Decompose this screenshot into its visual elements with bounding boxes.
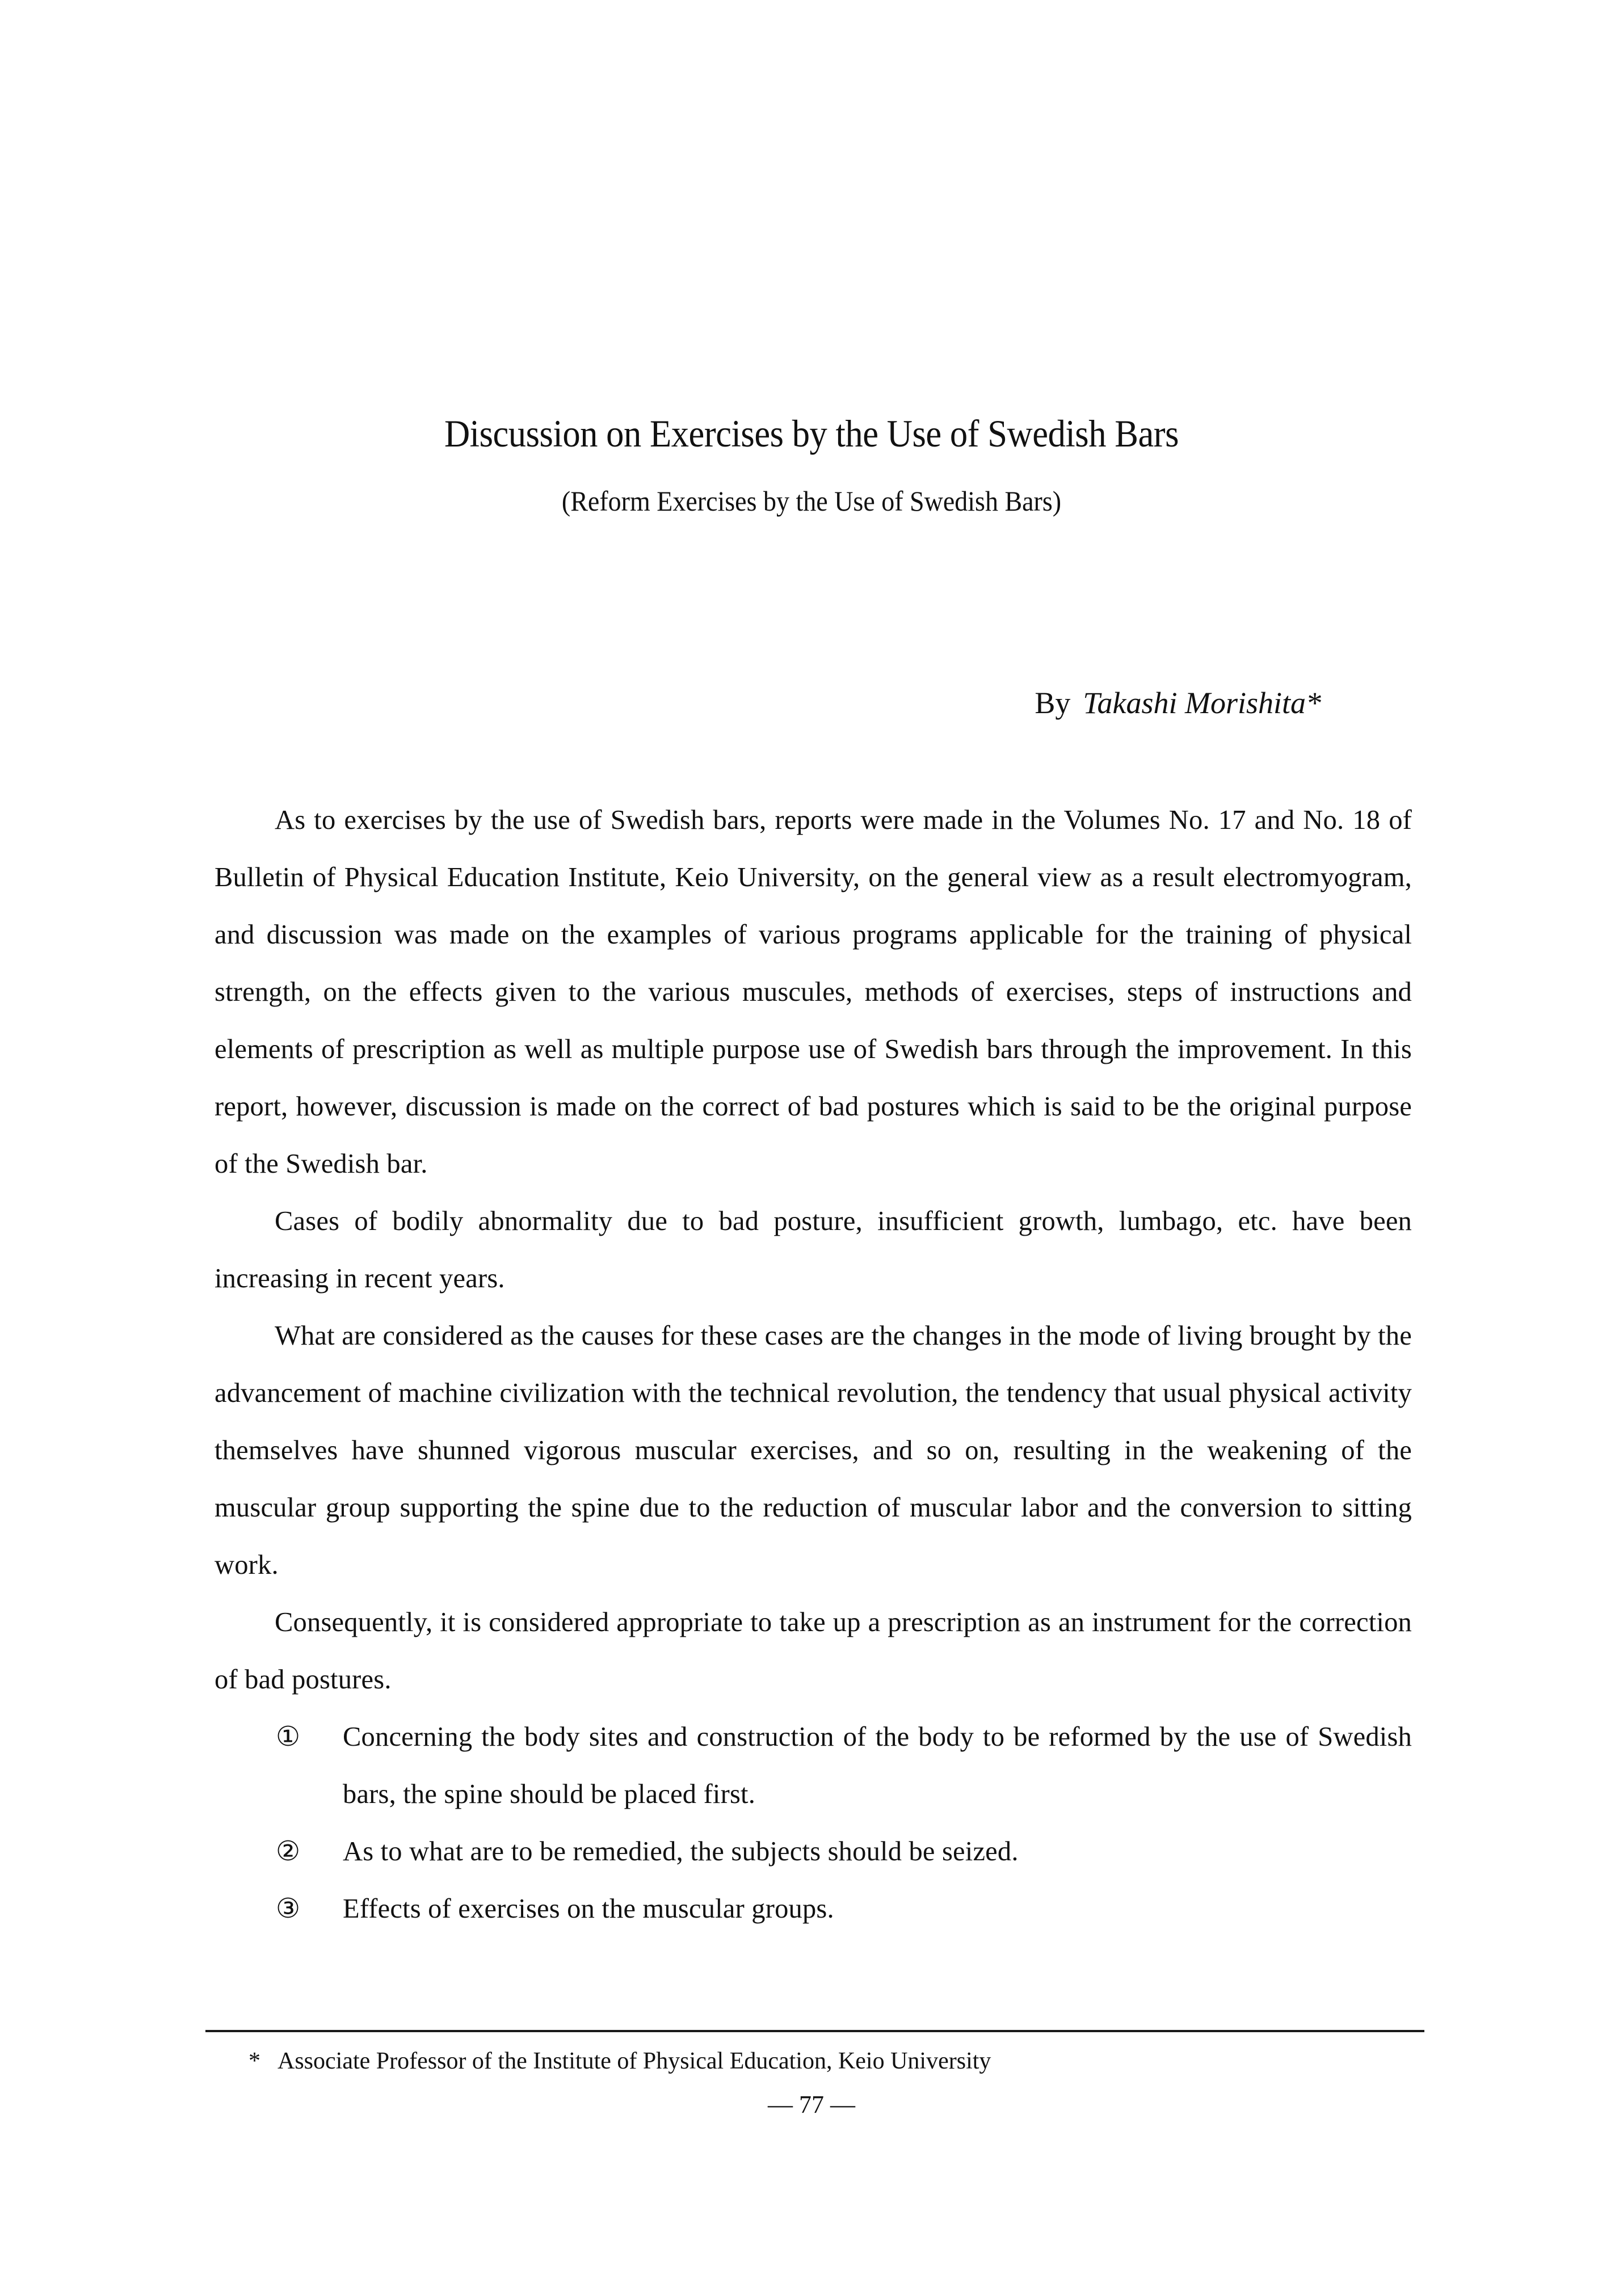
circled-number-marker: ① bbox=[276, 1722, 301, 1752]
list-item bbox=[215, 1823, 1412, 1880]
byline-prefix: By bbox=[1035, 686, 1071, 720]
author-name: Takashi Morishita* bbox=[1083, 686, 1321, 720]
list-item-text: Effects of exercises on the muscular groups. bbox=[343, 1894, 834, 1924]
paragraph: Consequently, it is considered appropriate to take up a prescription as an instrument for the correction of bad postures. bbox=[215, 1607, 1412, 1695]
paragraph: Cases of bodily abnormality due to bad posture, insufficient growth, lumbago, etc. have been increasing in recent years. bbox=[215, 1206, 1412, 1294]
paragraph: What are considered as the causes for these cases are the changes in the mode of living brought by the advancement of machine civilization with the technical revolution, the tendency that usual physical activity themselves have shunned vigorous muscular exercises, and so on, resulting in the weakening of the muscular group supporting the spine due to the reduction of muscular labor and the conversion to sitting work. bbox=[215, 1321, 1412, 1580]
footnote-divider bbox=[205, 2030, 1424, 2032]
footnote-symbol: * bbox=[249, 2048, 260, 2074]
footnote bbox=[249, 2049, 991, 2073]
paper-subtitle: (Reform Exercises by the Use of Swedish Bars) bbox=[561, 485, 1062, 517]
body-text bbox=[215, 791, 1412, 1937]
list-item-text: As to what are to be remedied, the subjects should be seized. bbox=[343, 1836, 1019, 1867]
list-item bbox=[215, 1880, 1412, 1937]
paragraph: As to exercises by the use of Swedish bars, reports were made in the Volumes No. 17 and No. 18 of Bulletin of Physical Education Institute, Keio University, on the general view as a result electromyogram, and discussion was made on the examples of various programs applicable for the training of physical strength, on the effects given to the various muscules, methods of exercises, steps of instructions and elements of prescription as well as multiple purpose use of Swedish bars through the improvement. In this report, however, discussion is made on the correct of bad postures which is said to be the original purpose of the Swedish bar. bbox=[215, 805, 1412, 1179]
byline bbox=[1035, 688, 1321, 718]
list-item-text: Concerning the body sites and construction of the body to be reformed by the use of Swedish bars, the spine should be placed first. bbox=[343, 1722, 1412, 1809]
list-item bbox=[215, 1708, 1412, 1823]
paper-title: Discussion on Exercises by the Use of Swedish Bars bbox=[444, 412, 1179, 455]
page-number: — 77 — bbox=[768, 2091, 855, 2118]
circled-number-marker: ② bbox=[276, 1836, 301, 1867]
numbered-list bbox=[215, 1708, 1412, 1937]
circled-number-marker: ③ bbox=[276, 1894, 301, 1924]
footnote-text: Associate Professor of the Institute of Physical Education, Keio University bbox=[277, 2048, 991, 2074]
